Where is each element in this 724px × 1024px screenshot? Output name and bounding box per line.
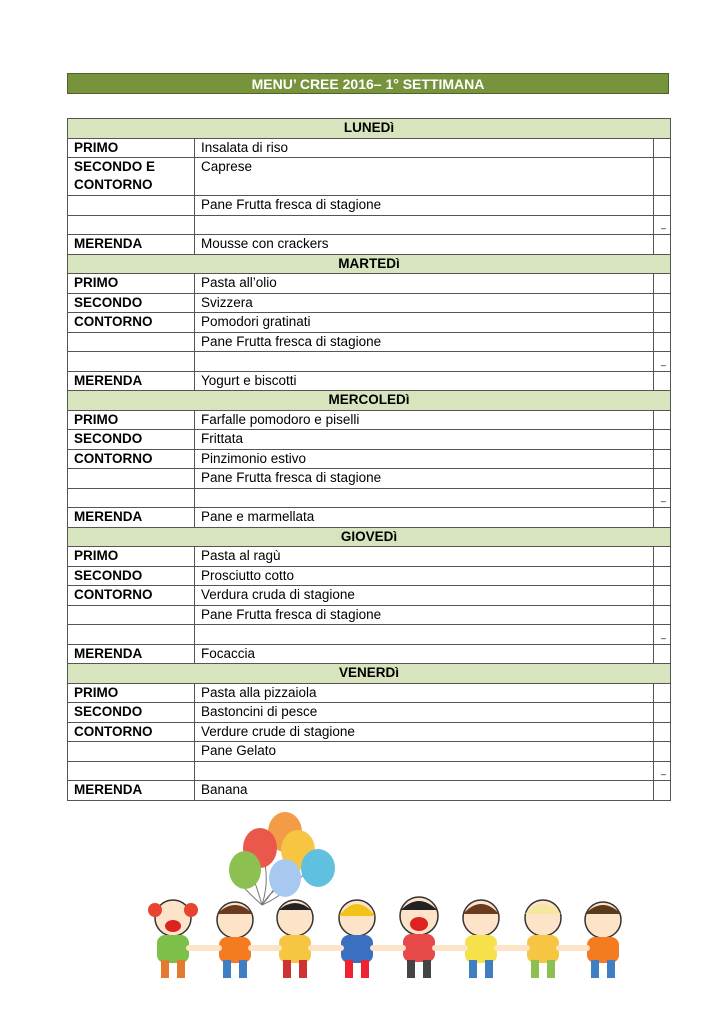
menu-row	[68, 352, 671, 372]
menu-row	[68, 313, 671, 333]
course-label: SECONDO	[68, 430, 195, 450]
menu-row	[68, 683, 671, 703]
menu-row	[68, 644, 671, 664]
menu-row	[68, 332, 671, 352]
dish-name: Pasta alla pizzaiola	[195, 683, 654, 703]
menu-row	[68, 566, 671, 586]
course-label: CONTORNO	[68, 313, 195, 333]
dish-name: Banana	[195, 781, 654, 801]
course-label: MERENDA	[68, 644, 195, 664]
menu-table	[67, 118, 671, 801]
dish-name: Pane e marmellata	[195, 508, 654, 528]
children-balloons-illustration	[135, 810, 645, 985]
check-cell	[654, 488, 671, 508]
dish-name	[195, 625, 654, 645]
check-cell	[654, 332, 671, 352]
menu-row	[68, 449, 671, 469]
dish-name: Pinzimonio estivo	[195, 449, 654, 469]
course-label	[68, 196, 195, 216]
menu-row	[68, 215, 671, 235]
dish-name: Verdura cruda di stagione	[195, 586, 654, 606]
check-cell	[654, 722, 671, 742]
check-cell	[654, 196, 671, 216]
check-cell	[654, 158, 671, 196]
dish-name	[195, 761, 654, 781]
check-cell	[654, 371, 671, 391]
menu-row	[68, 138, 671, 158]
day-name: VENERDì	[68, 664, 671, 684]
check-cell	[654, 781, 671, 801]
course-label: MERENDA	[68, 781, 195, 801]
course-label	[68, 469, 195, 489]
check-cell	[654, 410, 671, 430]
menu-row	[68, 742, 671, 762]
dish-name: Pane Frutta fresca di stagione	[195, 332, 654, 352]
course-label: PRIMO	[68, 683, 195, 703]
check-cell	[654, 430, 671, 450]
course-label	[68, 761, 195, 781]
menu-row	[68, 274, 671, 294]
course-label	[68, 215, 195, 235]
menu-row	[68, 625, 671, 645]
dish-name: Farfalle pomodoro e piselli	[195, 410, 654, 430]
dish-name	[195, 215, 654, 235]
course-label: SECONDO	[68, 293, 195, 313]
menu-row	[68, 371, 671, 391]
check-cell	[654, 547, 671, 567]
dash-mark: –	[661, 223, 667, 233]
check-cell	[654, 683, 671, 703]
menu-row	[68, 293, 671, 313]
check-cell	[654, 703, 671, 723]
dish-name: Bastoncini di pesce	[195, 703, 654, 723]
children-row	[148, 897, 621, 978]
dish-name: Frittata	[195, 430, 654, 450]
day-name: MERCOLEDì	[68, 391, 671, 411]
dish-name: Pomodori gratinati	[195, 313, 654, 333]
dish-name: Pane Frutta fresca di stagione	[195, 469, 654, 489]
dish-name: Pasta all’olio	[195, 274, 654, 294]
day-header-row	[68, 527, 671, 547]
menu-row	[68, 430, 671, 450]
course-label: CONTORNO	[68, 722, 195, 742]
menu-row	[68, 781, 671, 801]
course-label: MERENDA	[68, 508, 195, 528]
course-label	[68, 625, 195, 645]
day-header-row	[68, 254, 671, 274]
dash-mark: –	[661, 496, 667, 506]
menu-row	[68, 410, 671, 430]
dish-name: Verdure crude di stagione	[195, 722, 654, 742]
dish-name: Mousse con crackers	[195, 235, 654, 255]
check-cell	[654, 508, 671, 528]
menu-row	[68, 488, 671, 508]
balloon-cluster	[229, 812, 335, 897]
day-header-row	[68, 391, 671, 411]
dish-name: Pasta al ragù	[195, 547, 654, 567]
dish-name: Caprese	[195, 158, 654, 196]
dish-name: Svizzera	[195, 293, 654, 313]
dash-mark: –	[661, 359, 667, 370]
check-cell	[654, 274, 671, 294]
menu-row	[68, 158, 671, 196]
menu-row	[68, 547, 671, 567]
menu-row	[68, 586, 671, 606]
menu-row	[68, 235, 671, 255]
course-label: PRIMO	[68, 274, 195, 294]
check-cell	[654, 449, 671, 469]
dish-name	[195, 352, 654, 372]
check-cell	[654, 742, 671, 762]
dish-name: Pane Gelato	[195, 742, 654, 762]
dish-name: Pane Frutta fresca di stagione	[195, 605, 654, 625]
dash-mark: –	[661, 632, 667, 643]
dash-mark: –	[661, 769, 667, 779]
course-label: MERENDA	[68, 235, 195, 255]
check-cell	[654, 352, 671, 372]
menu-row	[68, 196, 671, 216]
menu-row	[68, 508, 671, 528]
course-label: PRIMO	[68, 547, 195, 567]
course-label: SECONDO E CONTORNO	[68, 158, 195, 196]
dish-name: Insalata di riso	[195, 138, 654, 158]
day-name: LUNEDì	[68, 119, 671, 139]
course-label	[68, 352, 195, 372]
dish-name: Yogurt e biscotti	[195, 371, 654, 391]
day-name: GIOVEDì	[68, 527, 671, 547]
dish-name: Focaccia	[195, 644, 654, 664]
menu-row	[68, 469, 671, 489]
course-label	[68, 332, 195, 352]
check-cell	[654, 138, 671, 158]
course-label	[68, 605, 195, 625]
course-label	[68, 488, 195, 508]
course-label	[68, 742, 195, 762]
menu-row	[68, 703, 671, 723]
course-label: CONTORNO	[68, 449, 195, 469]
course-label: PRIMO	[68, 410, 195, 430]
page-title: MENU’ CREE 2016– 1° SETTIMANA	[67, 73, 669, 94]
day-header-row	[68, 664, 671, 684]
course-label: PRIMO	[68, 138, 195, 158]
course-label: CONTORNO	[68, 586, 195, 606]
check-cell	[654, 625, 671, 645]
course-label: MERENDA	[68, 371, 195, 391]
dish-name: Prosciutto cotto	[195, 566, 654, 586]
check-cell	[654, 586, 671, 606]
check-cell	[654, 605, 671, 625]
check-cell	[654, 644, 671, 664]
check-cell	[654, 566, 671, 586]
check-cell	[654, 235, 671, 255]
check-cell	[654, 761, 671, 781]
check-cell	[654, 215, 671, 235]
course-label: SECONDO	[68, 566, 195, 586]
check-cell	[654, 469, 671, 489]
day-name: MARTEDì	[68, 254, 671, 274]
dish-name: Pane Frutta fresca di stagione	[195, 196, 654, 216]
check-cell	[654, 313, 671, 333]
check-cell	[654, 293, 671, 313]
day-header-row	[68, 119, 671, 139]
course-label: SECONDO	[68, 703, 195, 723]
dish-name	[195, 488, 654, 508]
menu-row	[68, 722, 671, 742]
menu-row	[68, 761, 671, 781]
menu-row	[68, 605, 671, 625]
